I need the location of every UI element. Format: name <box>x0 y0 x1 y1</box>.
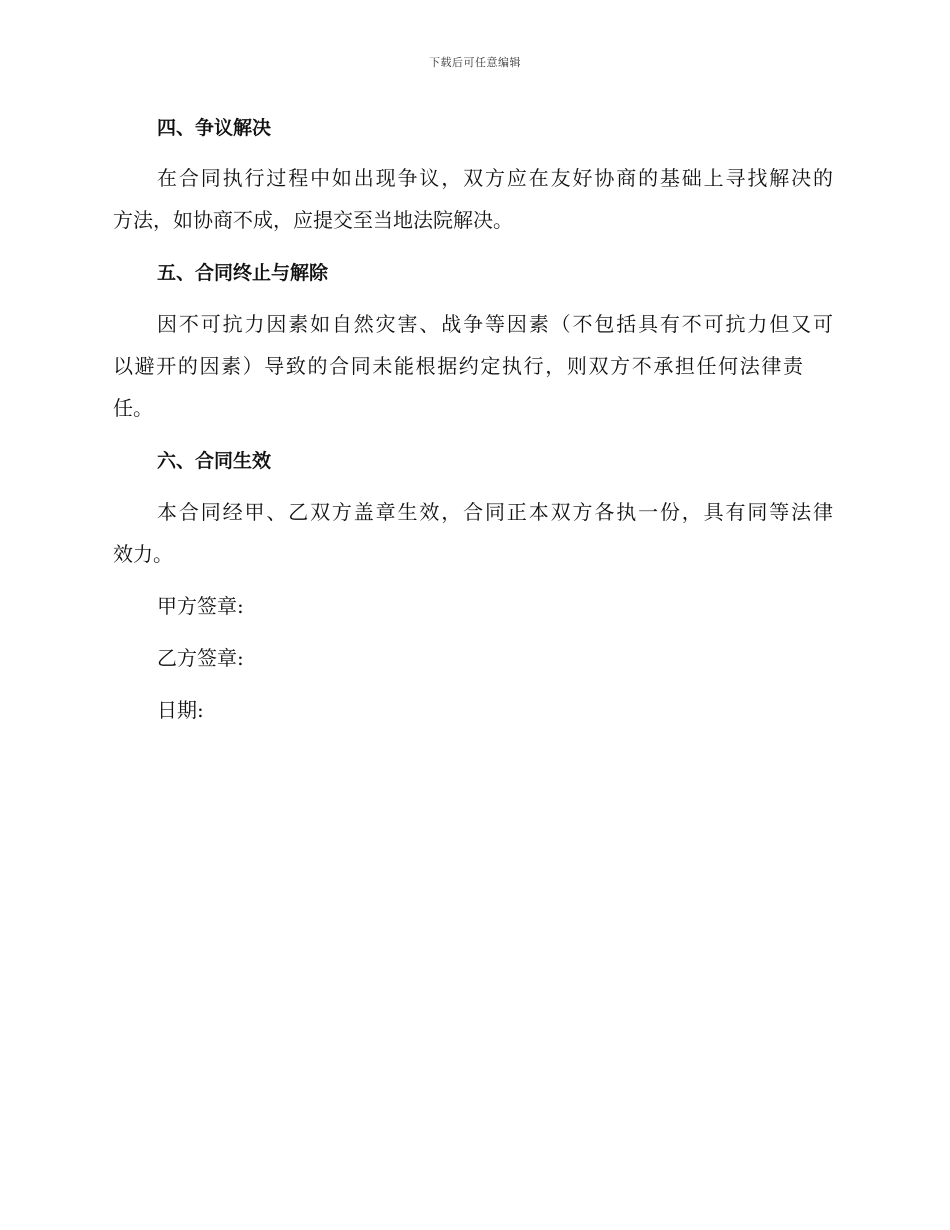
paragraph-line: 以避开的因素）导致的合同未能根据约定执行，则双方不承担任何法律责 <box>113 354 803 378</box>
section-heading-termination: 五、合同终止与解除 <box>157 262 329 284</box>
section-heading-dispute: 四、争议解决 <box>157 117 272 139</box>
paragraph-line: 效力。 <box>113 542 173 566</box>
date-label: 日期: <box>157 698 204 722</box>
party-b-signature-label: 乙方签章: <box>157 646 244 670</box>
party-a-signature-label: 甲方签章: <box>157 594 244 618</box>
paragraph-line: 因不可抗力因素如自然灾害、战争等因素（不包括具有不可抗力但又可 <box>157 312 833 336</box>
paragraph-line: 本合同经甲、乙双方盖章生效，合同正本双方各执一份，具有同等法律 <box>157 500 833 524</box>
section-heading-effectiveness: 六、合同生效 <box>157 450 272 472</box>
paragraph-line: 方法，如协商不成，应提交至当地法院解决。 <box>113 208 513 232</box>
paragraph-line: 任。 <box>113 396 153 420</box>
page-header-note: 下载后可任意编辑 <box>429 56 521 69</box>
paragraph-line: 在合同执行过程中如出现争议，双方应在友好协商的基础上寻找解决的 <box>157 166 833 190</box>
